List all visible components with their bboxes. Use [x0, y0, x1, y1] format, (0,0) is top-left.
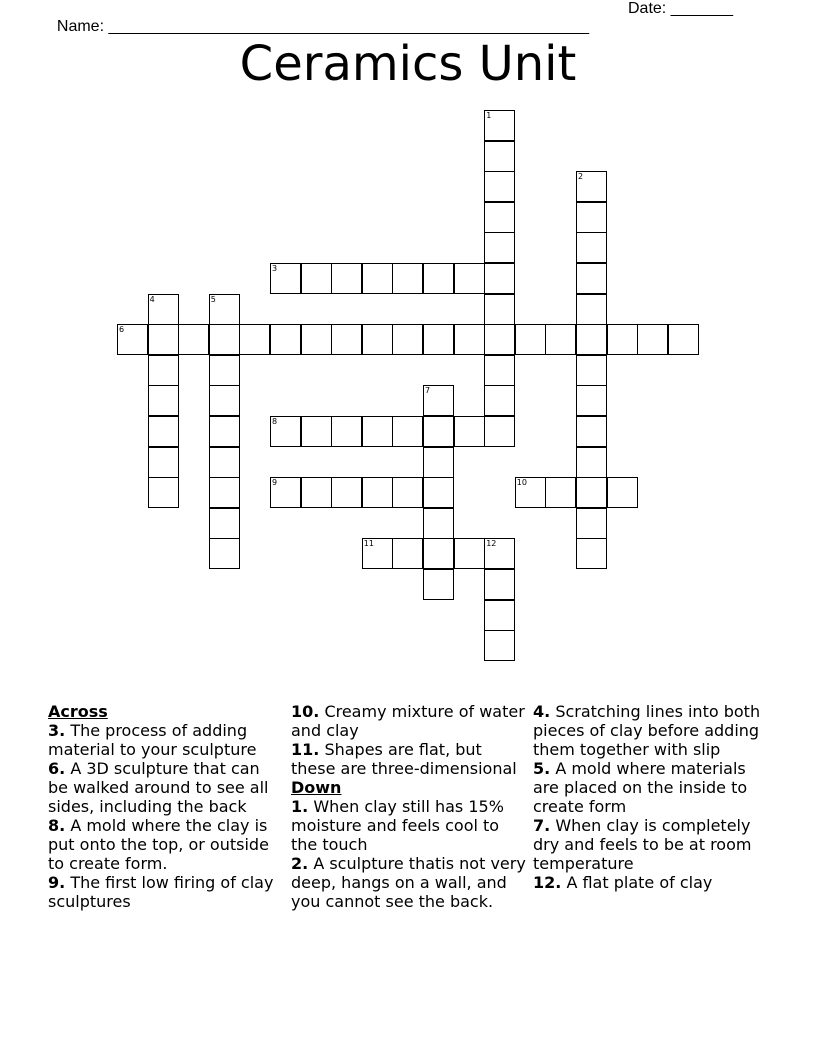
cell-number: 1 [486, 111, 492, 120]
clue-number: 8. [48, 816, 66, 835]
grid-cell[interactable] [301, 324, 332, 355]
grid-cell[interactable] [209, 355, 240, 386]
clue-number: 9. [48, 873, 66, 892]
grid-cell[interactable] [148, 355, 179, 386]
grid-cell[interactable] [178, 324, 209, 355]
grid-cell[interactable] [148, 385, 179, 416]
grid-cell[interactable] [331, 477, 362, 508]
clue-column-1 [48, 702, 283, 911]
grid-cell[interactable] [423, 508, 454, 539]
grid-cell[interactable] [454, 263, 485, 294]
clue-number: 12. [533, 873, 562, 892]
grid-cell[interactable] [484, 110, 515, 141]
grid-cell[interactable] [270, 324, 301, 355]
grid-cell[interactable] [607, 477, 638, 508]
grid-cell[interactable] [423, 569, 454, 600]
grid-cell[interactable] [331, 416, 362, 447]
grid-cell[interactable] [301, 263, 332, 294]
cell-number: 12 [486, 539, 497, 549]
grid-cell[interactable] [423, 538, 454, 569]
grid-cell[interactable] [576, 263, 607, 294]
grid-cell[interactable] [362, 324, 393, 355]
grid-cell[interactable] [423, 477, 454, 508]
grid-cell[interactable] [484, 538, 515, 569]
across-clue-11 [291, 740, 526, 778]
clue-number: 10. [291, 702, 320, 721]
grid-cell[interactable] [331, 324, 362, 355]
cell-number: 2 [578, 172, 584, 182]
grid-cell[interactable] [362, 538, 393, 569]
grid-cell[interactable] [484, 600, 515, 631]
grid-cell[interactable] [576, 355, 607, 386]
down-clue-2 [291, 854, 526, 911]
clue-text: When clay still has 15% moisture and feels cool to the touch [291, 797, 504, 854]
grid-cell[interactable] [576, 416, 607, 447]
across-clue-9 [48, 873, 283, 911]
clue-text: A mold where the clay is put onto the top, or outside to create form. [48, 816, 269, 873]
cell-number: 4 [149, 294, 155, 304]
grid-cell[interactable] [454, 324, 485, 355]
grid-cell[interactable] [454, 416, 485, 447]
grid-cell[interactable] [148, 416, 179, 447]
grid-cell[interactable] [331, 263, 362, 294]
clue-column-3 [533, 702, 768, 892]
grid-cell[interactable] [576, 477, 607, 508]
grid-cell[interactable] [148, 477, 179, 508]
grid-cell[interactable] [423, 263, 454, 294]
grid-cell[interactable] [484, 141, 515, 172]
clue-text: A mold where materials are placed on the inside to create form [533, 759, 748, 816]
clue-number: 7. [533, 816, 551, 835]
clue-number: 3. [48, 721, 66, 740]
grid-cell[interactable] [484, 263, 515, 294]
down-clue-5 [533, 759, 768, 816]
grid-cell[interactable] [301, 416, 332, 447]
grid-cell[interactable] [148, 324, 179, 355]
across-clue-8 [48, 816, 283, 873]
cell-number: 8 [272, 417, 278, 426]
grid-cell[interactable] [484, 385, 515, 416]
clue-text: A flat plate of clay [566, 873, 713, 892]
clue-text: The process of adding material to your sculpture [48, 721, 257, 759]
cell-number: 7 [425, 386, 431, 396]
cell-number: 3 [272, 264, 278, 273]
grid-cell[interactable] [148, 447, 179, 478]
grid-cell[interactable] [484, 294, 515, 325]
grid-cell[interactable] [576, 324, 607, 355]
grid-cell[interactable] [209, 538, 240, 569]
grid-cell[interactable] [270, 263, 301, 294]
clue-text: A sculpture thatis not very deep, hangs on a wall, and you cannot see the back. [291, 854, 526, 911]
grid-cell[interactable] [454, 538, 485, 569]
down-clue-12 [533, 873, 768, 892]
grid-cell[interactable] [392, 538, 423, 569]
across-clue-10 [291, 702, 526, 740]
date-field-label[interactable]: Date: _______ [628, 0, 733, 17]
grid-cell[interactable] [576, 232, 607, 263]
grid-cell[interactable] [270, 416, 301, 447]
clue-column-2 [291, 702, 526, 911]
across-clue-6 [48, 759, 283, 816]
grid-cell[interactable] [668, 324, 699, 355]
grid-cell[interactable] [484, 416, 515, 447]
grid-cell[interactable] [392, 477, 423, 508]
page-title: Ceramics Unit [239, 36, 577, 92]
grid-cell[interactable] [362, 263, 393, 294]
grid-cell[interactable] [576, 508, 607, 539]
clue-text: Scratching lines into both pieces of clay before adding them together with slip [533, 702, 761, 759]
clue-text: When clay is completely dry and feels to be at room temperature [533, 816, 752, 873]
down-clue-1 [291, 797, 526, 854]
down-clue-7 [533, 816, 768, 873]
grid-cell[interactable] [484, 171, 515, 202]
grid-cell[interactable] [515, 324, 546, 355]
grid-cell[interactable] [362, 416, 393, 447]
clue-number: 1. [291, 797, 309, 816]
grid-cell[interactable] [484, 569, 515, 600]
grid-cell[interactable] [209, 324, 240, 355]
grid-cell[interactable] [576, 538, 607, 569]
clue-text: A 3D sculpture that can be walked around to see all sides, including the back [48, 759, 269, 816]
grid-cell[interactable] [209, 294, 240, 325]
grid-cell[interactable] [423, 324, 454, 355]
grid-cell[interactable] [545, 324, 576, 355]
grid-cell[interactable] [148, 294, 179, 325]
grid-cell[interactable] [423, 385, 454, 416]
grid-cell[interactable] [484, 355, 515, 386]
grid-cell[interactable] [392, 416, 423, 447]
cell-number: 5 [210, 294, 216, 304]
grid-cell[interactable] [637, 324, 668, 355]
grid-cell[interactable] [423, 447, 454, 478]
grid-cell[interactable] [392, 263, 423, 294]
grid-cell[interactable] [270, 477, 301, 508]
grid-cell[interactable] [117, 324, 148, 355]
grid-cell[interactable] [362, 477, 393, 508]
grid-cell[interactable] [209, 385, 240, 416]
grid-cell[interactable] [576, 294, 607, 325]
grid-cell[interactable] [576, 447, 607, 478]
cell-number: 11 [363, 539, 374, 549]
clue-number: 11. [291, 740, 320, 759]
grid-cell[interactable] [209, 416, 240, 447]
grid-cell[interactable] [576, 202, 607, 233]
grid-cell[interactable] [209, 508, 240, 539]
clue-number: 2. [291, 854, 309, 873]
grid-cell[interactable] [484, 324, 515, 355]
grid-cell[interactable] [484, 630, 515, 661]
clue-text: Creamy mixture of water and clay [291, 702, 525, 740]
grid-cell[interactable] [239, 324, 270, 355]
clue-number: 4. [533, 702, 551, 721]
across-clue-3 [48, 721, 283, 759]
grid-cell[interactable] [576, 385, 607, 416]
grid-cell[interactable] [423, 416, 454, 447]
grid-cell[interactable] [209, 477, 240, 508]
grid-cell[interactable] [392, 324, 423, 355]
header-line [48, 0, 768, 35]
down-heading: Down [291, 778, 342, 797]
down-clue-4 [533, 702, 768, 759]
across-heading: Across [48, 702, 108, 721]
cell-number: 10 [516, 478, 527, 488]
cell-number: 6 [119, 325, 125, 335]
cell-number: 9 [272, 478, 278, 488]
grid-cell[interactable] [576, 171, 607, 202]
grid-cell[interactable] [484, 202, 515, 233]
grid-cell[interactable] [209, 447, 240, 478]
grid-cell[interactable] [607, 324, 638, 355]
name-field-label[interactable]: Name: ______________________________________________________ [56, 18, 589, 35]
grid-cell[interactable] [484, 232, 515, 263]
grid-cell[interactable] [301, 477, 332, 508]
clue-text: Shapes are flat, but these are three-dimensional [291, 740, 517, 778]
clue-text: The first low firing of clay sculptures [48, 873, 274, 911]
clue-number: 5. [533, 759, 551, 778]
clue-number: 6. [48, 759, 66, 778]
grid-cell[interactable] [515, 477, 546, 508]
grid-cell[interactable] [545, 477, 576, 508]
